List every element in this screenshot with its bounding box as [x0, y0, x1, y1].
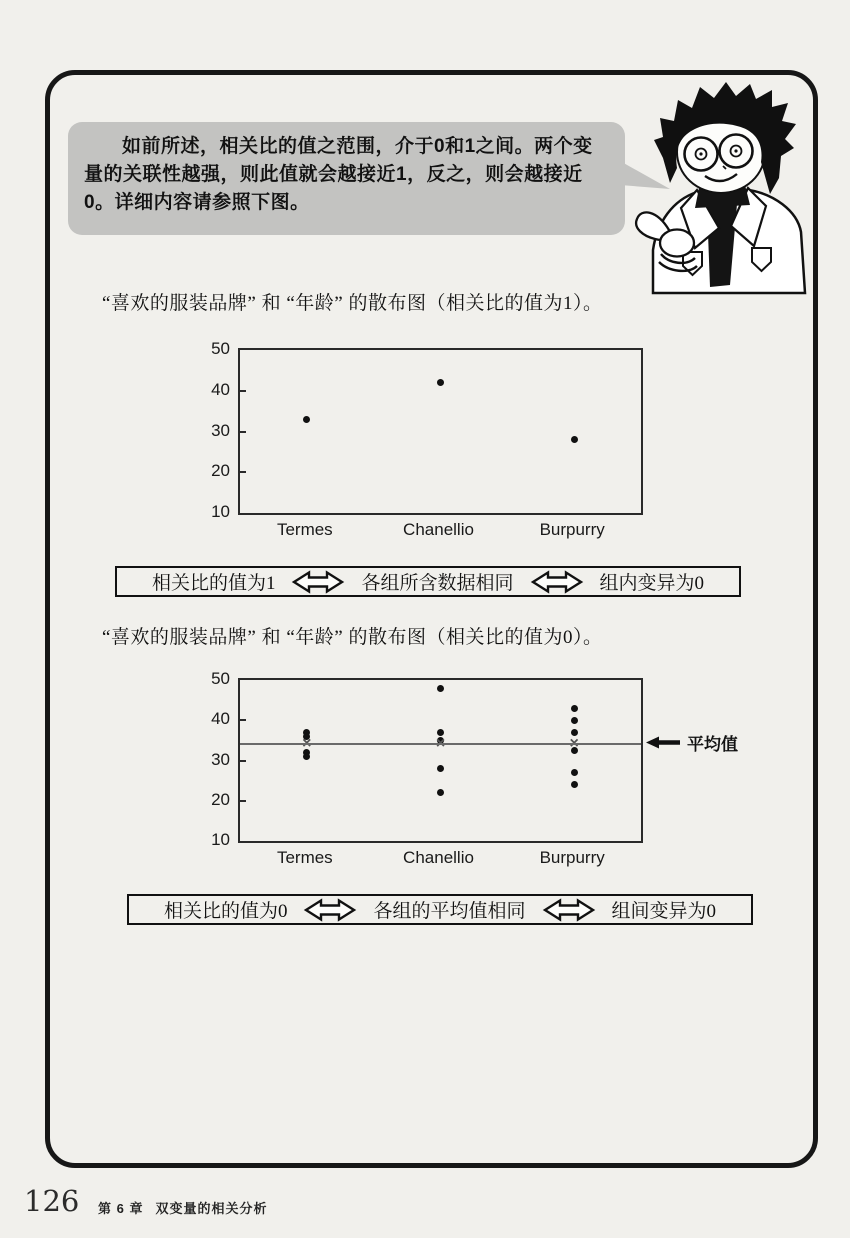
double-arrow-icon	[530, 570, 584, 594]
equivalence-box-2	[127, 894, 753, 925]
data-point	[571, 436, 578, 443]
chapter-label: 第 6 章	[98, 1201, 144, 1216]
equivalence2-right: 组间变异为0	[611, 901, 717, 922]
chapter-heading	[98, 1198, 267, 1217]
speech-bubble	[68, 122, 625, 235]
equivalence2-left: 相关比的值为0	[163, 901, 288, 922]
scatter-chart-eta-0	[195, 668, 815, 886]
data-point	[437, 789, 444, 796]
data-point	[303, 416, 310, 423]
x-category-label: Termes	[276, 520, 333, 539]
y-tick-label: 30	[211, 749, 230, 769]
section1-title: “喜欢的服装品牌” 和 “年龄” 的散布图（相关比的值为1）。	[102, 293, 603, 314]
manga-boy-illustration	[633, 80, 818, 295]
y-tick-mark	[240, 471, 246, 473]
equivalence1-left: 相关比的值为1	[151, 573, 276, 594]
page-footer	[0, 1182, 850, 1226]
chapter-title: 双变量的相关分析	[155, 1201, 268, 1216]
y-tick-mark	[240, 800, 246, 802]
x-category-label: Termes	[276, 848, 333, 867]
y-tick-label: 50	[211, 339, 230, 358]
data-point	[571, 781, 578, 788]
mean-value-label: 平均值	[687, 734, 738, 754]
mean-value-callout	[646, 732, 738, 752]
y-tick-label: 40	[211, 379, 230, 399]
y-tick-label: 20	[211, 461, 230, 481]
double-arrow-icon	[303, 898, 357, 922]
section2-title: “喜欢的服装品牌” 和 “年龄” 的散布图（相关比的值为0）。	[102, 627, 603, 648]
y-tick-label: 10	[211, 830, 230, 849]
double-arrow-icon	[291, 570, 345, 594]
scatter-chart-eta-1	[195, 340, 815, 555]
y-tick-label: 50	[211, 669, 230, 688]
speech-bubble-text: 如前所述，相关比的值之范围，介于0和1之间。两个变量的关联性越强，则此值就会越接近1，反之，则会越接近0。详细内容请参照下图。	[84, 136, 593, 213]
y-tick-mark	[240, 719, 246, 721]
data-point	[437, 379, 444, 386]
data-point	[303, 753, 310, 760]
equivalence2-middle: 各组的平均值相同	[373, 901, 526, 922]
y-tick-label: 20	[211, 789, 230, 809]
y-tick-label: 30	[211, 420, 230, 440]
double-arrow-icon	[542, 898, 596, 922]
equivalence1-middle: 各组所含数据相同	[361, 573, 514, 594]
data-point	[571, 717, 578, 724]
y-tick-mark	[240, 431, 246, 433]
mean-line	[240, 743, 641, 745]
data-point	[571, 769, 578, 776]
x-category-label: Chanellio	[403, 520, 474, 539]
equivalence-box-1	[115, 566, 741, 597]
equivalence1-right: 组内变异为0	[599, 573, 705, 594]
y-tick-label: 10	[211, 502, 230, 521]
plot-area	[238, 348, 643, 515]
y-tick-mark	[240, 390, 246, 392]
y-tick-label: 40	[211, 709, 230, 729]
data-point	[437, 765, 444, 772]
left-arrow-icon	[646, 736, 680, 749]
data-point	[571, 705, 578, 712]
x-category-label: Chanellio	[403, 848, 474, 867]
page-number: 126	[24, 1184, 80, 1218]
x-category-label: Burpurry	[539, 520, 605, 539]
x-category-label: Burpurry	[539, 848, 605, 867]
y-tick-mark	[240, 760, 246, 762]
data-point	[437, 685, 444, 692]
plot-area	[238, 678, 643, 843]
